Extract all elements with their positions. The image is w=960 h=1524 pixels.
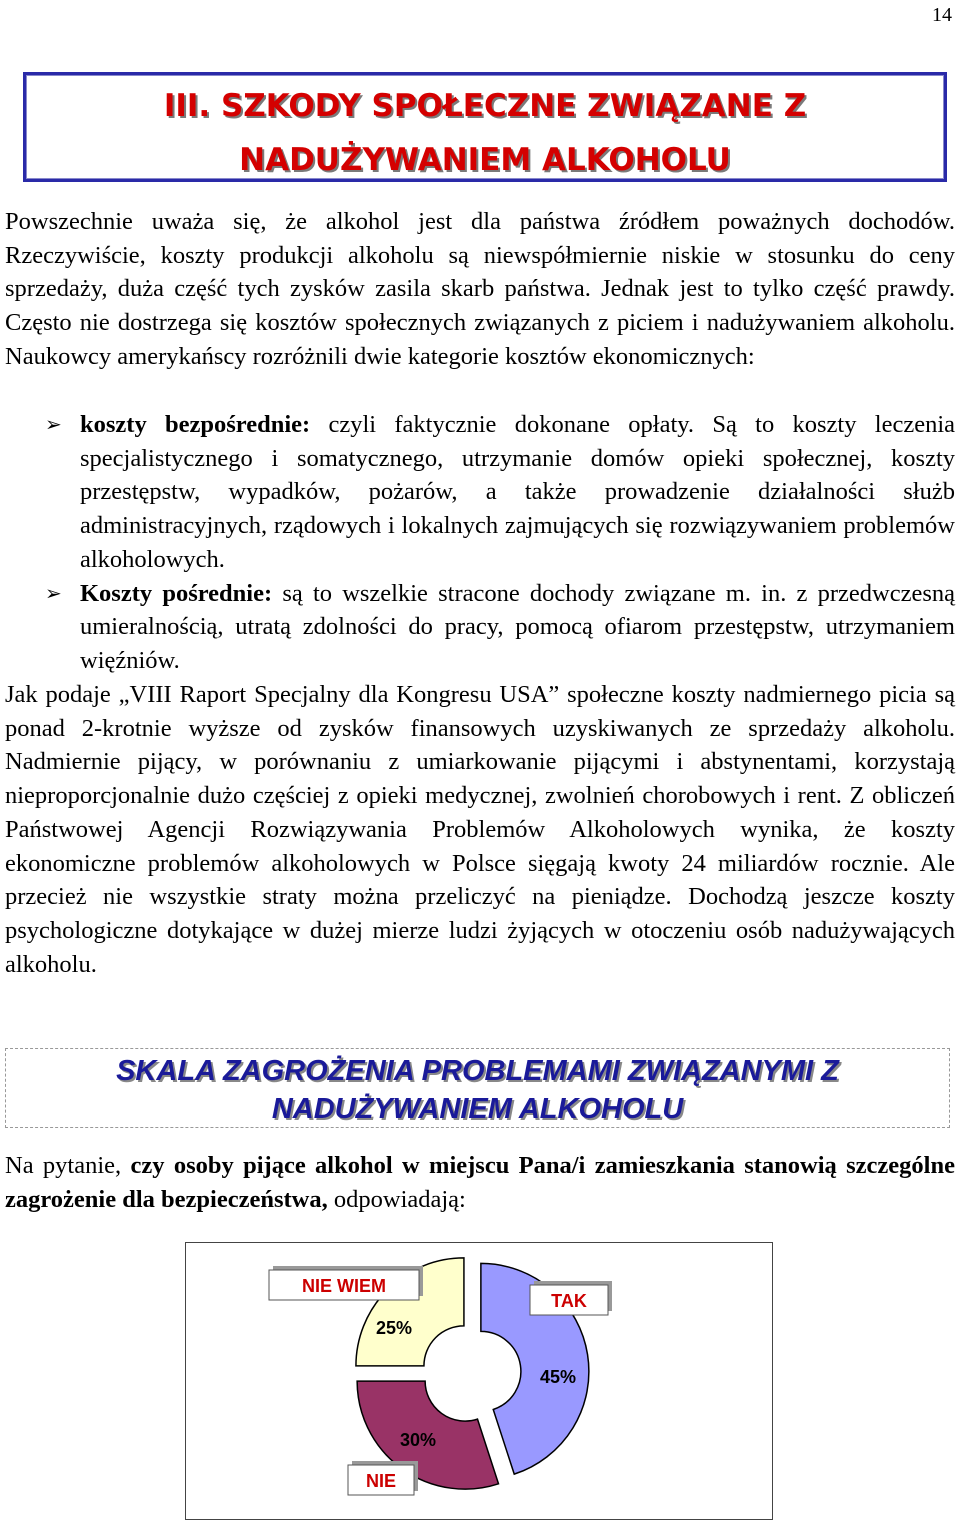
chapter-heading xyxy=(23,72,947,182)
category-label-tak: TAK xyxy=(551,1291,587,1311)
value-label-nie-wiem: 25% xyxy=(375,1318,413,1338)
arrow-bullet-icon: ➢ xyxy=(45,412,62,436)
report-paragraph: Jak podaje „VIII Raport Specjalny dla Kongresu USA” społeczne koszty nadmiernego picia są ponad 2-krotnie wyższe od zysków finansowych uzyskiwanych ze sprzedaży alkoholu. Nadmiernie pijący, w porównaniu z umiarkowanie pijącymi i abstynentami, korzystają nieproporcjonalnie dużo częściej z opieki medycznej, zwolnień chorobowych i rent. Z obliczeń Państwowej Agencji Rozwiązywania Problemów Alkoholowych wynika, że koszty ekonomiczne problemów alkoholowych w Polsce sięgają kwoty 24 miliardów rocznie. Ale przecież nie wszystkie straty można przeliczyć na pieniądze. Dochodzą jeszcze koszty psychologiczne dotykające w dużej mierze ludzi żyjących w otoczeniu osób nadużywających alkoholu. xyxy=(5,681,955,978)
page-number: 14 xyxy=(932,4,952,26)
chapter-heading-line1: III. SZKODY SPOŁECZNE ZWIĄZANE Z xyxy=(163,88,807,124)
survey-question xyxy=(5,1149,955,1216)
arrow-bullet-icon: ➢ xyxy=(45,580,62,605)
indirect-costs-text: są to wszelkie stracone dochody związane m. in. z przedwczesną umieralnością, utratą zdolności do pracy, pomocą ofiarom przestępstw, utrzymaniem więźniów. xyxy=(80,579,956,674)
list-item-indirect-costs xyxy=(5,577,955,678)
indirect-costs-term: Koszty pośrednie: xyxy=(80,579,273,607)
direct-costs-term: koszty bezpośrednie: xyxy=(80,411,311,438)
section-heading-line1: SKALA ZAGROŻENIA PROBLEMAMI ZWIĄZANYMI Z xyxy=(116,1055,839,1087)
category-label-nie: NIE xyxy=(365,1471,397,1491)
section-heading-line2: NADUŻYWANIEM ALKOHOLU xyxy=(271,1093,684,1125)
value-label-tak: 45% xyxy=(539,1367,577,1387)
intro-paragraph: Powszechnie uważa się, że alkohol jest dla państwa źródłem poważnych dochodów. Rzeczywiście, koszty produkcji alkoholu są niewspółmiernie niskie w stosunku do ceny sprzedaży, duża część tych zysków zasila skarb państwa. Jednak jest to tylko część prawdy. Często nie dostrzega się kosztów społecznych związanych z piciem i nadużywaniem alkoholu. Naukowcy amerykańscy rozróżnili dwie kategorie kosztów ekonomicznych: xyxy=(5,208,955,370)
question-suffix: odpowiadają: xyxy=(327,1185,466,1213)
list-item-direct-costs xyxy=(5,408,955,577)
chapter-heading-line2: NADUŻYWANIEM ALKOHOLU xyxy=(239,142,731,178)
question-bold: czy osoby pijące alkohol w miejscu Pana/i zamieszkania stanowią szczególne zagrożenie dla bezpieczeństwa, xyxy=(5,1152,955,1213)
section-heading xyxy=(5,1048,950,1128)
pie-chart xyxy=(185,1242,773,1520)
value-label-nie: 30% xyxy=(399,1430,437,1450)
direct-costs-text: czyli faktycznie dokonane opłaty. Są to koszty leczenia specjalistycznego i somatycznego, utrzymanie domów opieki społecznej, koszty przestępstw, wypadków, pożarów, a także prowadzenie działalności służb administracyjnych, rządowych i lokalnych zajmujących się rozwiązywaniem problemów alkoholowych. xyxy=(80,411,956,573)
cost-categories-list xyxy=(5,408,955,678)
question-prefix: Na pytanie, xyxy=(5,1152,131,1179)
pie-chart-svg xyxy=(186,1243,772,1519)
category-label-nie-wiem: NIE WIEM xyxy=(302,1276,386,1296)
